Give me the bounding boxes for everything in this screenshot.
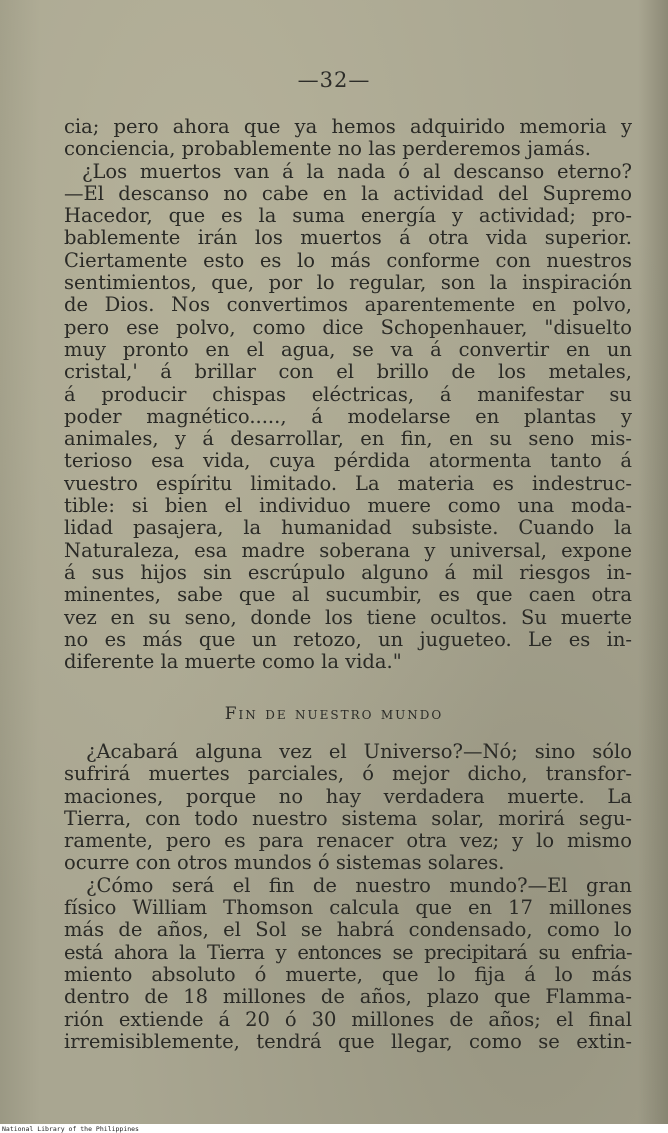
text-line: vez en su seno, donde los tiene ocultos. Su muerte bbox=[64, 605, 632, 629]
text-line: Naturaleza, esa madre soberana y universal, expone bbox=[64, 538, 632, 562]
text-line: Hacedor, que es la suma energía y actividad; pro- bbox=[64, 204, 632, 228]
text-line: está ahora la Tierra y entonces se precipitará su enfria- bbox=[64, 940, 632, 964]
text-line: lidad pasajera, la humanidad subsiste. Cuando la bbox=[64, 516, 632, 540]
text-line: no es más que un retozo, un jugueteo. Le es in- bbox=[64, 627, 632, 651]
text-line: Tierra, con todo nuestro sistema solar, morirá segu- bbox=[64, 806, 632, 830]
text-line: rión extiende á 20 ó 30 millones de años; el final bbox=[64, 1007, 632, 1031]
library-credit: National Library of the Philippines bbox=[2, 1125, 139, 1133]
text-line: irremisiblemente, tendrá que llegar, como se extin- bbox=[64, 1029, 632, 1053]
text-line: de Dios. Nos convertimos aparentemente en polvo, bbox=[64, 293, 632, 317]
text-line: minentes, sabe que al sucumbir, es que caen otra bbox=[64, 583, 632, 607]
text-line: sufrirá muertes parciales, ó mejor dicho, transfor- bbox=[64, 762, 632, 786]
page-number: —32— bbox=[297, 68, 371, 92]
text-line: muy pronto en el agua, se va á convertir en un bbox=[64, 337, 632, 361]
text-line: poder magnético....., á modelarse en plantas y bbox=[64, 404, 632, 428]
section-heading: Fin de nuestro mundo bbox=[224, 704, 444, 724]
text-line: cristal,' á brillar con el brillo de los metales, bbox=[64, 360, 632, 384]
text-line: Ciertamente esto es lo más conforme con nuestros bbox=[64, 248, 632, 272]
text-line: más de años, el Sol se habrá condensado, como lo bbox=[64, 918, 632, 942]
text-line: tible: si bien el individuo muere como una moda- bbox=[64, 494, 632, 518]
text-line: ramente, pero es para renacer otra vez; y lo mismo bbox=[64, 829, 632, 853]
text-line: cia; pero ahora que ya hemos adquirido memoria y bbox=[64, 115, 632, 138]
text-line: dentro de 18 millones de años, plazo que Flamma- bbox=[64, 985, 632, 1009]
text-line: bablemente irán los muertos á otra vida superior. bbox=[64, 226, 632, 250]
text-line: físico William Thomson calcula que en 17 millones bbox=[64, 896, 632, 920]
text-line: maciones, porque no hay verdadera muerte. La bbox=[64, 784, 632, 808]
text-line: ¿Los muertos van á la nada ó al descanso eterno? bbox=[82, 159, 632, 183]
text-line: miento absoluto ó muerte, que lo fija á lo más bbox=[64, 962, 632, 986]
text-line: pero ese polvo, como dice Schopenhauer, "disuelto bbox=[64, 315, 632, 339]
text-line: —El descanso no cabe en la actividad del Supremo bbox=[64, 181, 632, 205]
paragraph-2 bbox=[64, 741, 632, 1053]
text-line: á producir chispas eléctricas, á manifestar su bbox=[64, 382, 632, 406]
text-line: á sus hijos sin escrúpulo alguno á mil riesgos in- bbox=[64, 560, 632, 584]
text-line: diferente la muerte como la vida." bbox=[64, 650, 402, 674]
text-line: animales, y á desarrollar, en fin, en su seno mis- bbox=[64, 427, 632, 451]
text-line: ¿Cómo será el fin de nuestro mundo?—El gran bbox=[86, 873, 632, 897]
text-line: ocurre con otros mundos ó sistemas solares. bbox=[64, 851, 505, 875]
paragraph-1 bbox=[64, 116, 632, 673]
text-line: terioso esa vida, cuya pérdida atormenta tanto á bbox=[64, 449, 632, 473]
text-line: ¿Acabará alguna vez el Universo?—Nó; sino sólo bbox=[86, 740, 632, 763]
text-line: conciencia, probablemente no las perderemos jamás. bbox=[64, 137, 591, 161]
text-line: vuestro espíritu limitado. La materia es indestruc- bbox=[64, 471, 632, 495]
text-line: sentimientos, que, por lo regular, son la inspiración bbox=[64, 271, 632, 295]
